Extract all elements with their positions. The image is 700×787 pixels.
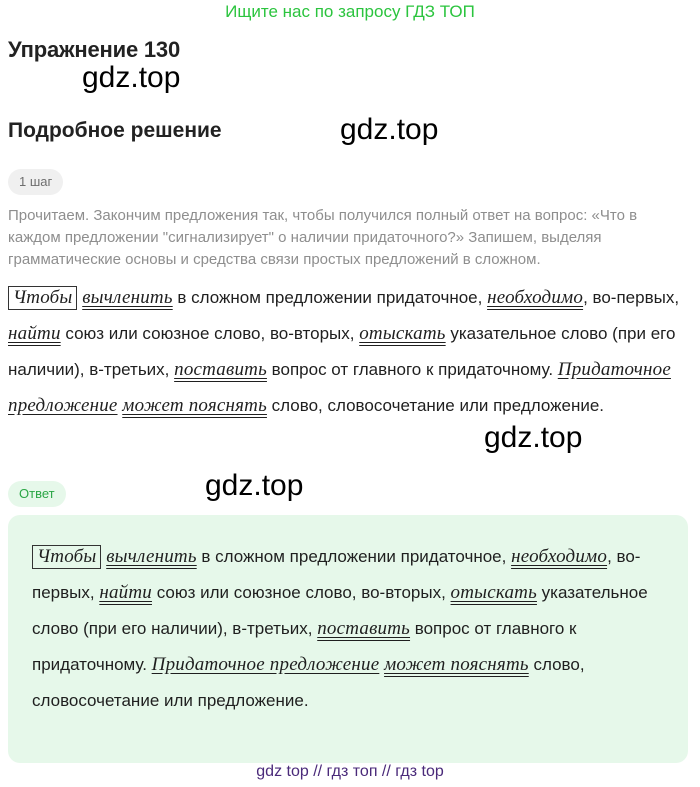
text-fragment: , во-первых, <box>32 547 641 602</box>
predicate: отыскать <box>450 582 537 603</box>
conjunction-boxed: Чтобы <box>8 286 77 310</box>
predicate: вычленить <box>82 287 173 308</box>
step-hint: Прочитаем. Закончим предложения так, чтобы получился полный ответ на вопрос: «Что в каждом предложении "сигнализирует" о наличии придаточного?» Запишем, выделяя грамматические основы и средства связи простых предложений в сложном. <box>8 207 638 268</box>
answer-text <box>32 539 664 719</box>
text-fragment: союз или союзное слово, во-вторых, <box>151 583 451 602</box>
predicate: вычленить <box>106 546 197 567</box>
predicate: может пояснять <box>384 654 529 675</box>
predicate: найти <box>8 323 61 344</box>
step-badge: 1 шаг <box>8 169 63 195</box>
text-fragment: вопрос от главного к придаточному. <box>32 619 577 674</box>
conjunction-boxed: Чтобы <box>32 545 101 569</box>
predicate: поставить <box>174 359 267 380</box>
watermark: gdz.top <box>82 61 181 94</box>
text-fragment: указательное слово (при его наличии), в-третьих, <box>8 324 676 379</box>
watermark: gdz.top <box>205 469 304 502</box>
text-fragment: в сложном предложении придаточное, <box>172 288 488 307</box>
exercise-title: Упражнение 130 <box>8 37 180 62</box>
text-fragment: вопрос от главного к придаточному. <box>266 360 558 379</box>
subject: Придаточное предложение <box>151 654 380 675</box>
text-fragment: в сложном предложении придаточное, <box>196 547 512 566</box>
watermark: gdz.top <box>484 421 583 454</box>
answer-box <box>8 515 688 763</box>
search-banner: Ищите нас по запросу ГДЗ ТОП <box>225 2 475 21</box>
text-fragment: слово, словосочетание или предложение. <box>32 655 585 710</box>
text-fragment: , во-первых, <box>583 288 680 307</box>
solution-title: Подробное решение <box>8 119 222 142</box>
predicate: отыскать <box>359 323 446 344</box>
text-fragment: слово, словосочетание или предложение. <box>266 396 605 415</box>
predicate: найти <box>99 582 152 603</box>
text-fragment: союз или союзное слово, во-вторых, <box>60 324 360 343</box>
solution-text <box>8 280 692 424</box>
predicate: необходимо <box>487 287 584 308</box>
predicate: может пояснять <box>122 395 267 416</box>
footer-links: gdz top // гдз топ // гдз top <box>256 763 444 780</box>
watermark: gdz.top <box>340 113 439 146</box>
answer-badge: Ответ <box>8 481 66 507</box>
subject: Придаточное предложение <box>8 359 671 416</box>
text-fragment: указательное слово (при его наличии), в-третьих, <box>32 583 648 638</box>
predicate: поставить <box>317 618 411 639</box>
predicate: необходимо <box>511 546 608 567</box>
